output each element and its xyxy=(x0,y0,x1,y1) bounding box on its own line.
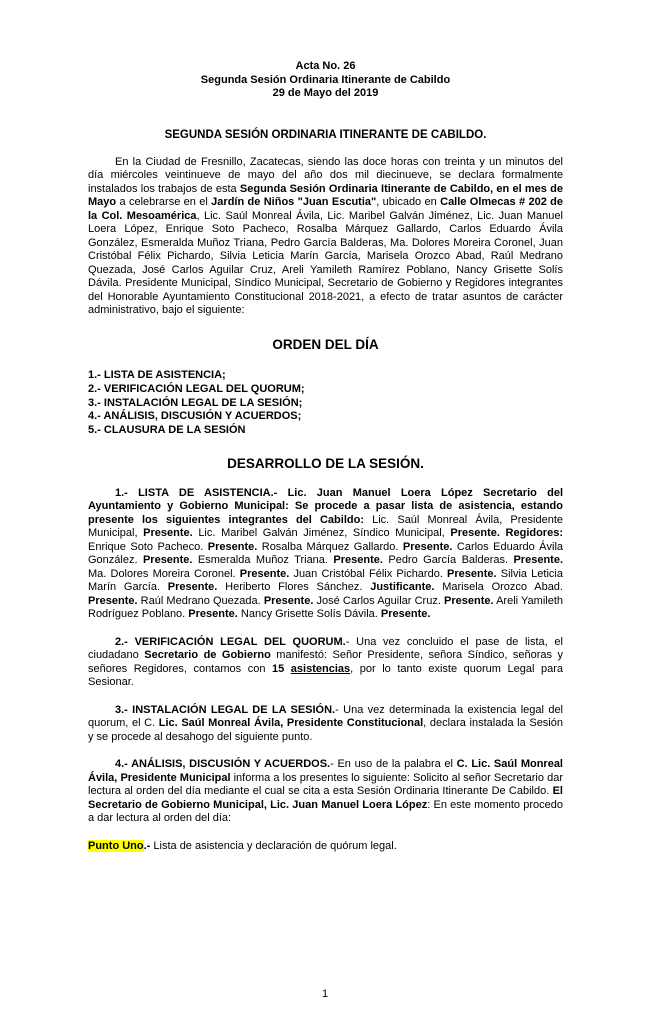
text-run: asistencias xyxy=(290,662,351,675)
text-run: En la Ciudad de Fresnillo, Zacatecas, siendo las doce horas con treinta y un minutos del día miércoles veintinueve de mayo del año dos mil diecinueve, se declara formalmente instalados los trabajos de esta xyxy=(88,155,563,195)
text-run: Lic. Saúl Monreal Ávila, Presidente Municipal, xyxy=(88,513,563,540)
text-run: - Una vez determinada la existencia legal del quorum, el C. xyxy=(88,703,564,730)
text-run: Marisela Orozco Abad. xyxy=(434,581,563,594)
text-run: Presente. xyxy=(143,527,193,540)
paragraph-verificacion-quorum xyxy=(88,636,563,690)
text-run: 2.- VERIFICACIÓN LEGAL DEL QUORUM. xyxy=(115,635,346,648)
text-run: Lic. Maribel Galván Jiménez, Síndico Municipal, xyxy=(192,527,451,540)
text-run: Rosalba Márquez Gallardo. xyxy=(257,540,403,553)
text-run: 3.- INSTALACIÓN LEGAL DE LA SESIÓN. xyxy=(115,703,336,716)
orden-item-3: 3.- INSTALACIÓN LEGAL DE LA SESIÓN; xyxy=(88,396,303,409)
text-run: Presente. xyxy=(447,567,497,580)
session-date: 29 de Mayo del 2019 xyxy=(272,87,379,100)
paragraph-analisis-acuerdos xyxy=(88,758,563,826)
text-run: 4.- ANÁLISIS, DISCUSIÓN Y ACUERDOS. xyxy=(115,758,331,771)
text-run: Nancy Grisette Solís Dávila. xyxy=(237,608,381,621)
orden-del-dia-list xyxy=(88,369,563,437)
text-run: Presente. xyxy=(142,554,193,567)
text-run: 1.- LISTA DE ASISTENCIA.- Lic. Juan Manuel Loera López Secretario del Ayuntamiento y Gobierno Municipal: Se procede a pasar lista de asistencia, estando presente los siguientes integrantes del Cabildo: xyxy=(88,486,563,526)
text-run: Presente. xyxy=(88,594,138,607)
text-run: Presente. xyxy=(188,608,238,621)
text-run: Areli Yamileth Rodríguez Poblano. xyxy=(88,594,564,621)
text-run: Presente. xyxy=(444,594,494,607)
text-run: Jardín de Niños "Juan Escutia" xyxy=(211,196,377,209)
text-run: a celebrarse en el xyxy=(116,196,212,209)
page-number: 1 xyxy=(321,988,329,1001)
text-run: Ma. Dolores Moreira Coronel. xyxy=(88,567,240,580)
text-run: Calle Olmecas # 202 de la Col. Mesoamérica xyxy=(88,196,563,222)
text-run: Carlos Eduardo Ávila González. xyxy=(88,540,564,567)
acta-number: Acta No. 26 xyxy=(295,60,356,72)
text-run: .- xyxy=(143,839,151,852)
orden-item-1: 1.- LISTA DE ASISTENCIA; xyxy=(88,369,226,382)
text-run: Segunda Sesión Ordinaria Itinerante de Cabildo, en el mes de Mayo xyxy=(88,182,563,209)
text-run: , declara instalada la Sesión y se procede al desahogo del siguiente punto. xyxy=(88,717,563,743)
text-run: 15 xyxy=(272,662,291,675)
text-run: El Secretario de Gobierno Municipal, Lic. Juan Manuel Loera López xyxy=(88,785,563,811)
text-run: Presente. xyxy=(263,594,314,607)
text-run: informa a los presentes lo siguiente: Solicito al señor Secretario dar lectura al orden del día mediante el cual se cita a esta Sesión Ordinaria Itinerante De Cabildo. xyxy=(88,771,563,798)
orden-item-4: 4.- ANÁLISIS, DISCUSIÓN Y ACUERDOS; xyxy=(88,410,302,423)
text-run: Presente. xyxy=(333,554,383,567)
text-run: Justificante. xyxy=(370,581,435,594)
text-run: Lic. Saúl Monreal Ávila, Presidente Constitucional xyxy=(158,717,424,730)
text-run: manifestó: Señor Presidente, señora Síndico, señoras y señores Regidores, contamos con xyxy=(88,649,563,675)
text-run: , ubicado en xyxy=(376,196,441,209)
text-run: C. Lic. Saúl Monreal Ávila, Presidente Municipal xyxy=(88,758,563,784)
heading-orden-del-dia: ORDEN DEL DÍA xyxy=(272,336,379,352)
paragraph-instalacion-legal xyxy=(88,704,563,745)
text-run: Presente. xyxy=(167,581,218,594)
text-run: : En este momento procedo a dar lectura al orden del día: xyxy=(88,798,563,825)
text-run: - En uso de la palabra el xyxy=(330,758,457,771)
text-run: Silvia Leticia Marín García. xyxy=(88,567,563,594)
paragraph-intro xyxy=(88,156,563,318)
text-run: Pedro García Balderas. xyxy=(382,554,514,567)
text-run: Presente. xyxy=(207,540,258,553)
document-header xyxy=(88,60,563,101)
text-run: Presente. xyxy=(380,608,431,621)
text-run: Presente. xyxy=(513,554,563,567)
text-run: Presente. Regidores: xyxy=(450,527,563,540)
text-run: Punto Uno xyxy=(88,839,144,852)
text-run: Secretario de Gobierno xyxy=(144,649,271,662)
text-run: Heriberto Flores Sánchez. xyxy=(217,581,371,594)
text-run: - Una vez concluido el pase de lista, el ciudadano xyxy=(88,635,563,662)
text-run: Esmeralda Muñoz Triana. xyxy=(192,554,334,567)
text-run: , Lic. Saúl Monreal Ávila, Lic. Maribel Galván Jiménez, Lic. Juan Manuel Loera López, Enrique Soto Pacheco, Rosalba Márquez Gallardo, Carlos Eduardo Ávila González, Esmeralda Muñoz Triana, Pedro García Balderas, Ma. Dolores Moreira Coronel, Juan Cristóbal Félix Pichardo, Silvia Leticia Marín García, Marisela Orozco Abad, Raúl Medrano Quezada, José Carlos Aguilar Cruz, Areli Yamileth Ramírez Poblano, Nancy Grisette Solís Dávila. Presidente Municipal, Síndico Municipal, Secretario de Gobierno y Regidores integrantes del Honorable Ayuntamiento Constitucional 2018-2021, a efecto de tratar asuntos de carácter administrativo, bajo el siguiente: xyxy=(88,209,563,317)
text-run: , por lo tanto existe quorum Legal para Sesionar. xyxy=(88,662,563,689)
paragraph-punto-uno xyxy=(88,840,563,854)
session-name: Segunda Sesión Ordinaria Itinerante de Cabildo xyxy=(200,73,451,86)
text-run: Lista de asistencia y declaración de quórum legal. xyxy=(150,839,397,852)
text-run: Presente. xyxy=(402,540,453,553)
document-title: SEGUNDA SESIÓN ORDINARIA ITINERANTE DE CABILDO. xyxy=(164,128,487,141)
paragraph-lista-asistencia xyxy=(88,487,563,622)
text-run: Raúl Medrano Quezada. xyxy=(137,594,264,607)
text-run: Enrique Soto Pacheco. xyxy=(88,540,208,553)
orden-item-5: 5.- CLAUSURA DE LA SESIÓN xyxy=(88,423,246,436)
heading-desarrollo: DESARROLLO DE LA SESIÓN. xyxy=(227,456,424,472)
text-run: Presente. xyxy=(239,567,290,580)
text-run: José Carlos Aguilar Cruz. xyxy=(313,594,445,607)
text-run: Juan Cristóbal Félix Pichardo. xyxy=(289,567,448,580)
orden-item-2: 2.- VERIFICACIÓN LEGAL DEL QUORUM; xyxy=(88,382,305,395)
